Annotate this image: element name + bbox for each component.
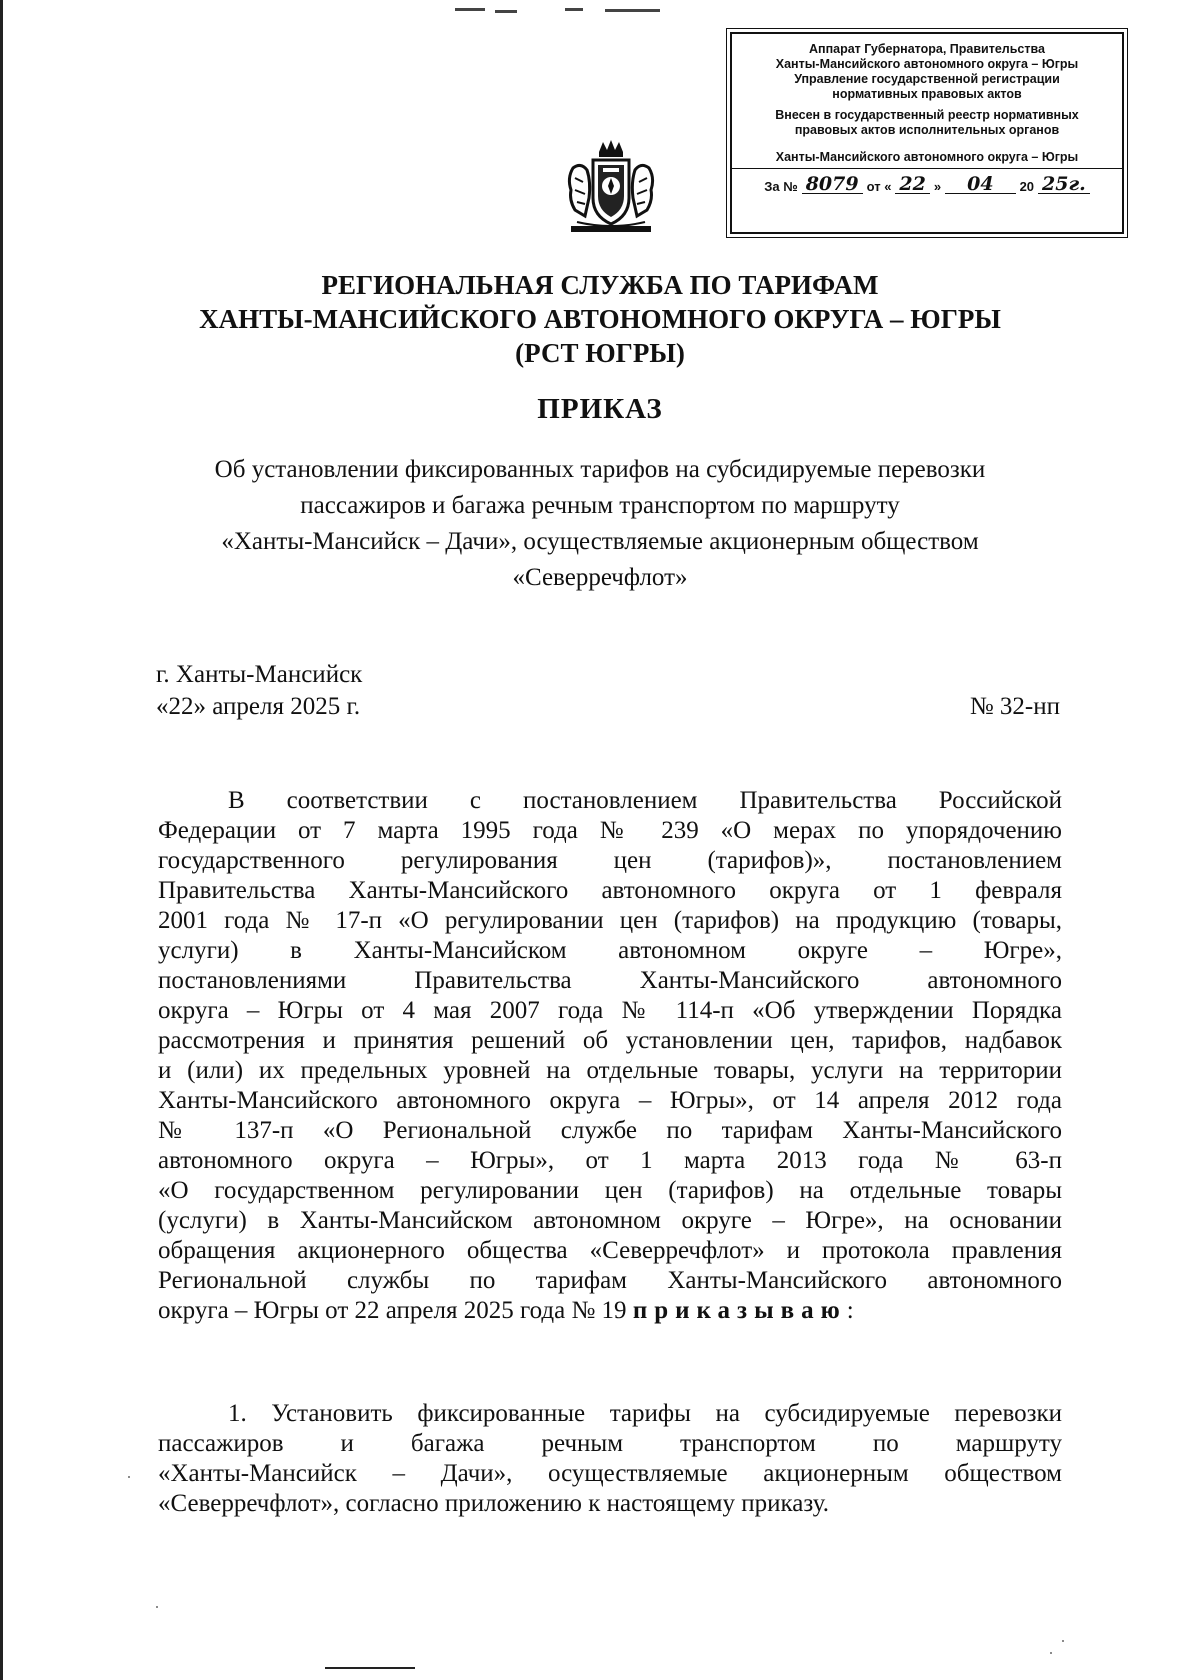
para1-line: (услуги) в Ханты-Мансийском автономном округе – Югре», на основании (158, 1207, 1062, 1234)
para1-line: услуги) в Ханты-Мансийском автономном округе – Югре», (158, 937, 1062, 964)
para1-line: Региональной службы по тарифам Ханты-Мансийского автономного (158, 1267, 1062, 1294)
para1-last-text: округа – Югры от 22 апреля 2025 года № 19 (158, 1297, 627, 1324)
para1-line: № 137-п «О Региональной службе по тарифам Ханты-Мансийского (158, 1117, 1062, 1144)
issue-date: «22» апреля 2025 г. (156, 693, 361, 720)
stamp-reg-prefix: За № (764, 179, 798, 194)
stamp-reg-month: 04 (945, 175, 1015, 194)
agency-line-3: (РСТ ЮГРЫ) (515, 338, 685, 368)
scan-edge (0, 0, 3, 1680)
scan-speck (156, 1606, 158, 1608)
scan-speck (128, 1476, 130, 1478)
stamp-line-6: правовых актов исполнительных органов (794, 123, 1060, 137)
subject-line-1: Об установлении фиксированных тарифов на субсидируемые перевозки (214, 456, 986, 483)
scan-marks (455, 8, 715, 18)
subject-line-2: пассажиров и багажа речным транспортом по маршруту (300, 492, 900, 519)
para1-line: Правительства Ханты-Мансийского автономного округа от 1 февраля (158, 877, 1062, 904)
agency-name (160, 268, 1040, 370)
stamp-line-2: Ханты-Мансийского автономного округа – Югры (775, 57, 1079, 71)
subject-line-4: «Северречфлот» (512, 564, 688, 591)
subject-line-3: «Ханты-Мансийск – Дачи», осуществляемые акционерным обществом (221, 528, 979, 555)
para1-line: В соответствии с постановлением Правительства Российской (228, 787, 1062, 814)
stamp-registration-row (732, 169, 1122, 194)
para1-line: 2001 года № 17-п «О регулировании цен (тарифов) на продукцию (товары, (158, 907, 1062, 934)
registration-stamp (730, 32, 1124, 234)
document-type: ПРИКАЗ (537, 393, 663, 425)
stamp-line-7: Ханты-Мансийского автономного округа – Югры (775, 150, 1079, 164)
scan-speck (1050, 1652, 1052, 1654)
para1-line: Федерации от 7 марта 1995 года № 239 «О мерах по упорядочению (158, 817, 1062, 844)
footer-rule (325, 1667, 415, 1669)
stamp-line-1: Аппарат Губернатора, Правительства (809, 42, 1045, 56)
stamp-line-4: нормативных правовых актов (832, 87, 1022, 101)
stamp-line-3: Управление государственной регистрации (794, 72, 1060, 86)
para1-line: и (или) их предельных уровней на отдельные товары, услуги на территории (158, 1057, 1062, 1084)
para1-line: постановлениями Правительства Ханты-Мансийского автономного (158, 967, 1062, 994)
para2-line: пассажиров и багажа речным транспортом по маршруту (158, 1430, 1062, 1457)
stamp-reg-year: 25г. (1038, 175, 1090, 194)
para1-line: автономного округа – Югры», от 1 марта 2013 года № 63-п (158, 1147, 1062, 1174)
para1-line: «О государственном регулировании цен (тарифов) на отдельные товары (158, 1177, 1062, 1204)
coat-of-arms-icon (563, 138, 659, 236)
para2-line: 1. Установить фиксированные тарифы на субсидируемые перевозки (228, 1400, 1062, 1427)
para2-line: «Ханты-Мансийск – Дачи», осуществляемые акционерным обществом (158, 1460, 1062, 1487)
stamp-reg-close: » (933, 179, 942, 194)
stamp-reg-year-prefix: 20 (1019, 179, 1035, 194)
para1-line: обращения акционерного общества «Северречфлот» и протокола правления (158, 1237, 1062, 1264)
para1-end: : (846, 1297, 854, 1324)
document-subject (140, 452, 1060, 596)
stamp-reg-number: 8079 (802, 175, 863, 194)
para1-line: рассмотрения и принятия решений об установлении цен, тарифов, надбавок (158, 1027, 1062, 1054)
issue-place: г. Ханты-Мансийск (156, 661, 363, 688)
scan-speck (1062, 1640, 1064, 1642)
stamp-line-5: Внесен в государственный реестр нормативных (775, 108, 1079, 122)
order-number: № 32-нп (969, 693, 1060, 720)
para1-line: Ханты-Мансийского автономного округа – Югры», от 14 апреля 2012 года (158, 1087, 1062, 1114)
order-word: приказываю (632, 1297, 847, 1324)
preamble-paragraph (158, 786, 1062, 1326)
stamp-reg-from: от « (866, 179, 892, 194)
para1-line: округа – Югры от 4 мая 2007 года № 114-п «Об утверждении Порядка (158, 997, 1062, 1024)
agency-line-1: РЕГИОНАЛЬНАЯ СЛУЖБА ПО ТАРИФАМ (321, 270, 879, 300)
para1-line: государственного регулирования цен (тарифов)», постановлением (158, 847, 1062, 874)
stamp-reg-day: 22 (895, 175, 929, 194)
agency-line-2: ХАНТЫ-МАНСИЙСКОГО АВТОНОМНОГО ОКРУГА – ЮГРЫ (199, 304, 1001, 334)
clause-1-paragraph (158, 1399, 1062, 1519)
para1-last-line (158, 1296, 1062, 1326)
para2-line: «Северречфлот», согласно приложению к настоящему приказу. (158, 1490, 829, 1517)
